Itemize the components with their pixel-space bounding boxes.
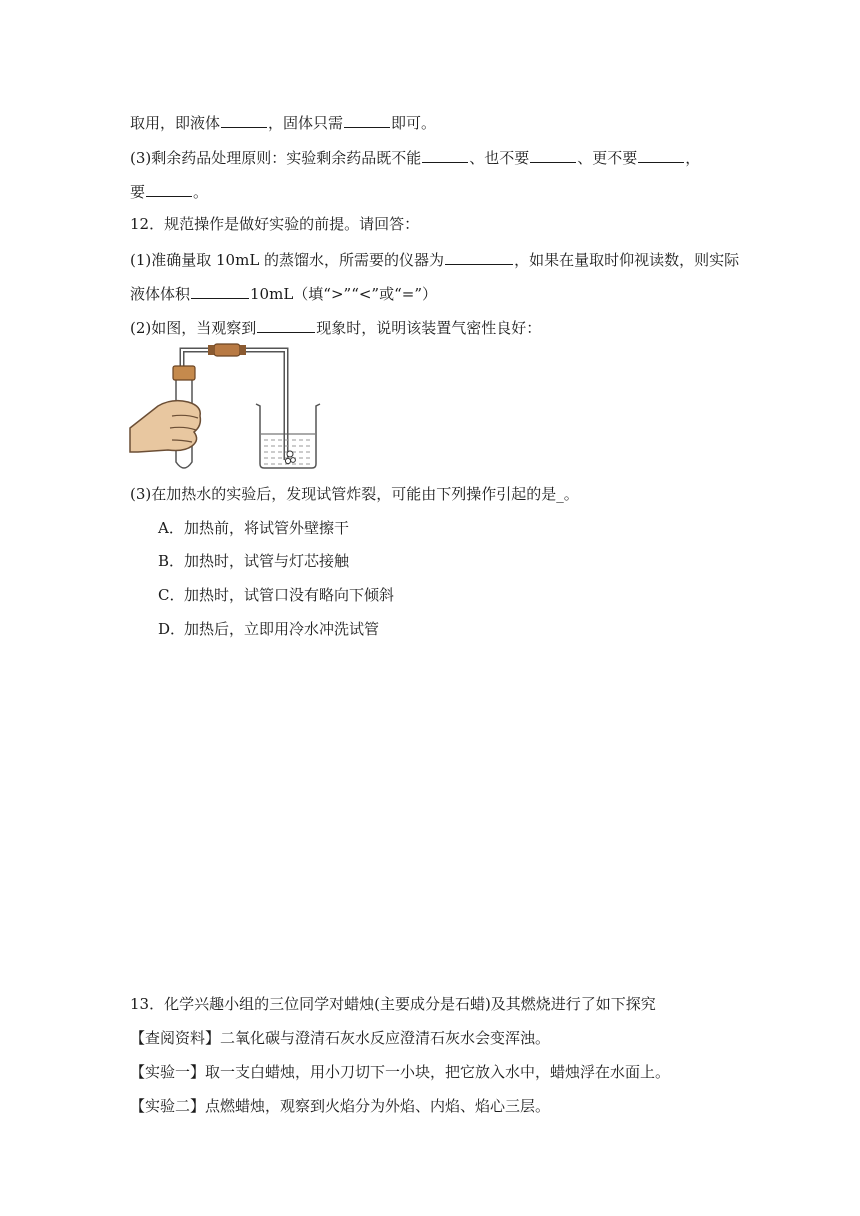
bubble: [287, 451, 293, 457]
text: 、更不要: [577, 149, 638, 167]
rubber-connector-end: [208, 345, 214, 355]
answer-blank[interactable]: [191, 282, 249, 299]
rubber-connector: [214, 344, 240, 356]
answer-blank[interactable]: [422, 146, 468, 163]
text: 液体体积: [130, 285, 191, 303]
rubber-connector-end: [240, 345, 246, 355]
option-a[interactable]: [158, 518, 349, 538]
text-line: [130, 282, 437, 304]
text: (1)准确量取 10mL 的蒸馏水，所需要的仪器为: [130, 251, 445, 269]
option-label: B．: [158, 552, 185, 570]
text: 即可。: [391, 114, 437, 132]
option-text: 加热时，试管口没有略向下倾斜: [184, 586, 395, 604]
option-text: 加热后，立即用冷水冲洗试管: [184, 620, 380, 638]
airtightness-apparatus-figure: [128, 340, 348, 475]
text: 点燃蜡烛，观察到火焰分为外焰、内焰、焰心三层。: [205, 1097, 551, 1115]
option-c[interactable]: [158, 585, 394, 605]
question-12-title: 12．规范操作是做好实验的前提。请回答：: [130, 215, 420, 233]
section-tag: 【查阅资料】: [130, 1029, 221, 1047]
section-tag: 【实验一】: [130, 1063, 206, 1081]
bubble: [291, 458, 296, 463]
text-line: [130, 180, 208, 202]
text: 。: [193, 183, 209, 201]
option-b[interactable]: [158, 551, 349, 571]
text: 10mL（填“>”“<”或“=”）: [250, 285, 438, 303]
reference-info: [130, 1028, 550, 1048]
text: 现象时，说明该装置气密性良好：: [316, 319, 542, 337]
text: 、也不要: [469, 149, 530, 167]
answer-blank[interactable]: [146, 180, 192, 197]
text-line: [130, 146, 700, 168]
option-text: 加热时，试管与灯芯接触: [184, 552, 350, 570]
answer-blank[interactable]: [257, 316, 315, 333]
text: (2)如图，当观察到: [130, 319, 257, 337]
text: 要: [130, 183, 146, 201]
text: 取一支白蜡烛，用小刀切下一小块，把它放入水中，蜡烛浮在水面上。: [205, 1063, 671, 1081]
option-label: D．: [158, 620, 186, 638]
experiment-two: [130, 1096, 550, 1116]
answer-blank[interactable]: [445, 248, 513, 265]
answer-blank[interactable]: [344, 111, 390, 128]
glass-tube: [182, 350, 286, 460]
answer-blank[interactable]: [530, 146, 576, 163]
option-label: C．: [158, 586, 185, 604]
text-line: [130, 316, 541, 338]
text: 二氧化碳与澄清石灰水反应澄清石灰水会变浑浊。: [220, 1029, 551, 1047]
option-label: A．: [158, 519, 184, 537]
text: ，: [685, 149, 701, 167]
text-line: [130, 248, 739, 270]
rubber-stopper: [173, 366, 195, 380]
glass-tube-inner: [182, 350, 286, 460]
question-12-3: (3)在加热水的实验后，发现试管炸裂，可能由下列操作引起的是_。: [130, 485, 579, 503]
option-text: 加热前，将试管外壁擦干: [184, 519, 350, 537]
answer-blank[interactable]: [221, 111, 267, 128]
section-tag: 【实验二】: [130, 1097, 206, 1115]
option-d[interactable]: [158, 619, 379, 639]
text: (3)剩余药品处理原则：实验剩余药品既不能: [130, 149, 422, 167]
question-13-title: 13．化学兴趣小组的三位同学对蜡烛(主要成分是石蜡)及其燃烧进行了如下探究: [130, 995, 656, 1013]
text: ，如果在量取时仰视读数，则实际: [514, 251, 740, 269]
text: 取用，即液体: [130, 114, 221, 132]
experiment-one: [130, 1062, 670, 1082]
bubble: [285, 458, 290, 463]
hand-icon: [130, 401, 200, 452]
text-line: [130, 111, 436, 133]
text: ，固体只需: [268, 114, 344, 132]
answer-blank[interactable]: [638, 146, 684, 163]
